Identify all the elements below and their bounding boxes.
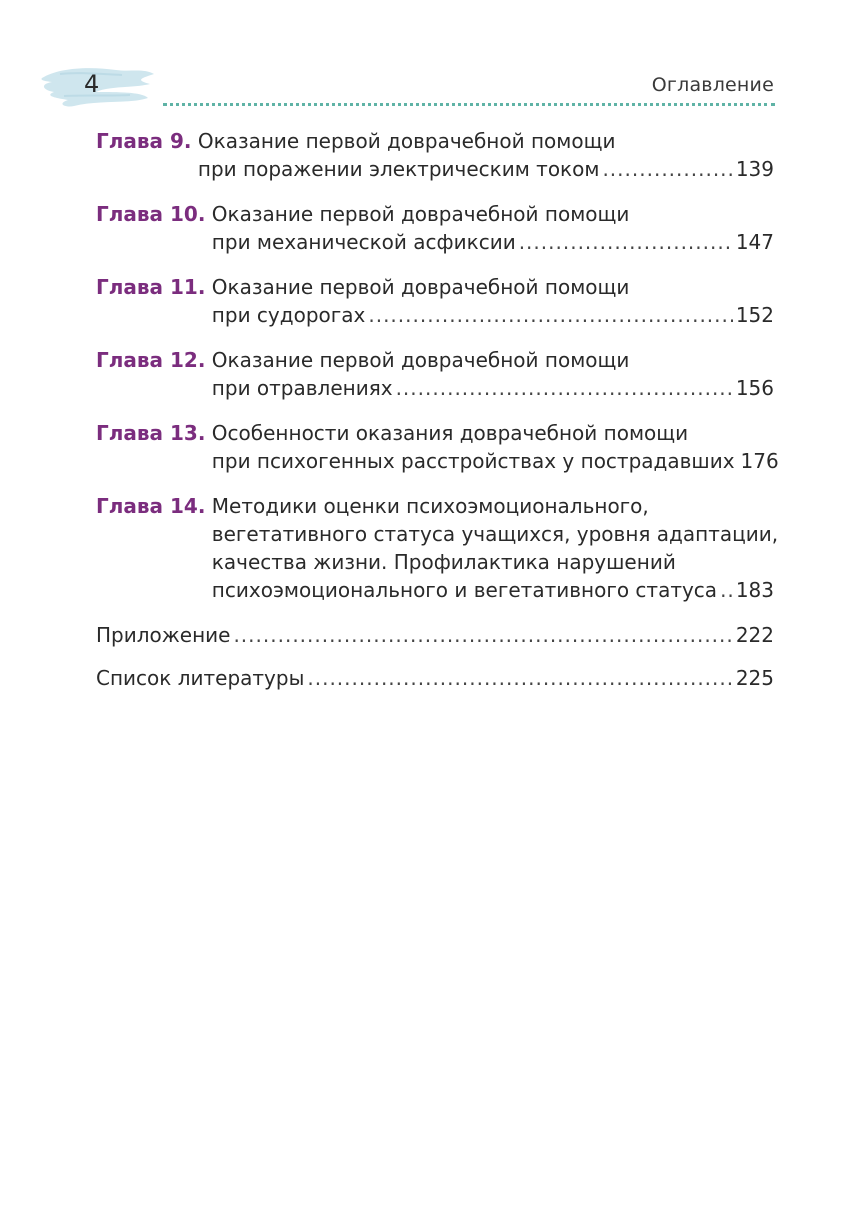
title-line: при механической асфиксии [211,230,516,254]
page-ref: 222 [735,623,774,647]
toc-entry-chapter-11[interactable] [96,273,774,329]
toc-entry-chapter-14[interactable] [96,492,779,604]
header-dotted-rule [163,103,775,106]
chapter-label: Глава 13. [96,421,206,445]
title-line: при отравлениях [211,376,393,400]
title-line: Особенности оказания доврачебной помощи [211,421,689,445]
toc-entry-appendix[interactable] [96,621,774,649]
dot-leader [720,576,733,604]
dot-leader [602,155,732,183]
entry-title: Приложение [96,623,231,647]
toc-entry-chapter-13[interactable] [96,419,779,475]
title-line: при поражении электрическим током [197,157,600,181]
dot-leader [307,664,732,692]
toc-entry-chapter-9[interactable] [96,127,774,183]
title-line: психоэмоционального и вегетативного статуса [211,578,718,602]
dot-leader [396,374,733,402]
chapter-title [212,346,774,402]
chapter-title [212,273,774,329]
entry-title: Список литературы [96,666,305,690]
chapter-label: Глава 9. [96,129,192,153]
dot-leader [368,301,732,329]
page-ref: 139 [735,157,774,181]
chapter-label: Глава 10. [96,202,206,226]
title-line: Оказание первой доврачебной помощи [211,348,630,372]
chapter-label: Глава 11. [96,275,206,299]
page-ref: 183 [735,578,774,602]
toc-entry-references[interactable] [96,664,774,692]
chapter-title [211,419,779,475]
chapter-title [211,492,779,604]
page-ref: 152 [735,303,774,327]
table-of-contents [96,127,779,707]
title-line: Оказание первой доврачебной помощи [211,275,630,299]
chapter-label: Глава 12. [96,348,206,372]
page-ref: 176 [740,449,779,473]
title-line: при судорогах [211,303,366,327]
dot-leader [233,621,732,649]
page-ref: 225 [735,666,774,690]
page-ref: 156 [735,376,774,400]
toc-entry-chapter-12[interactable] [96,346,774,402]
toc-entry-chapter-10[interactable] [96,200,774,256]
page-number: 4 [84,70,100,98]
chapter-title [198,127,774,183]
running-header-title: Оглавление [651,74,774,96]
page-ref: 147 [735,230,774,254]
title-line: Оказание первой доврачебной помощи [211,202,630,226]
title-line: Оказание первой доврачебной помощи [197,129,616,153]
title-line: при психогенных расстройствах у пострадавших [211,449,735,473]
title-line: качества жизни. Профилактика нарушений [211,550,676,574]
chapter-title [212,200,774,256]
title-line: Методики оценки психоэмоционального, [211,494,649,518]
dot-leader [519,228,733,256]
title-line: вегетативного статуса учащихся, уровня адаптации, [211,522,779,546]
chapter-label: Глава 14. [96,494,206,518]
